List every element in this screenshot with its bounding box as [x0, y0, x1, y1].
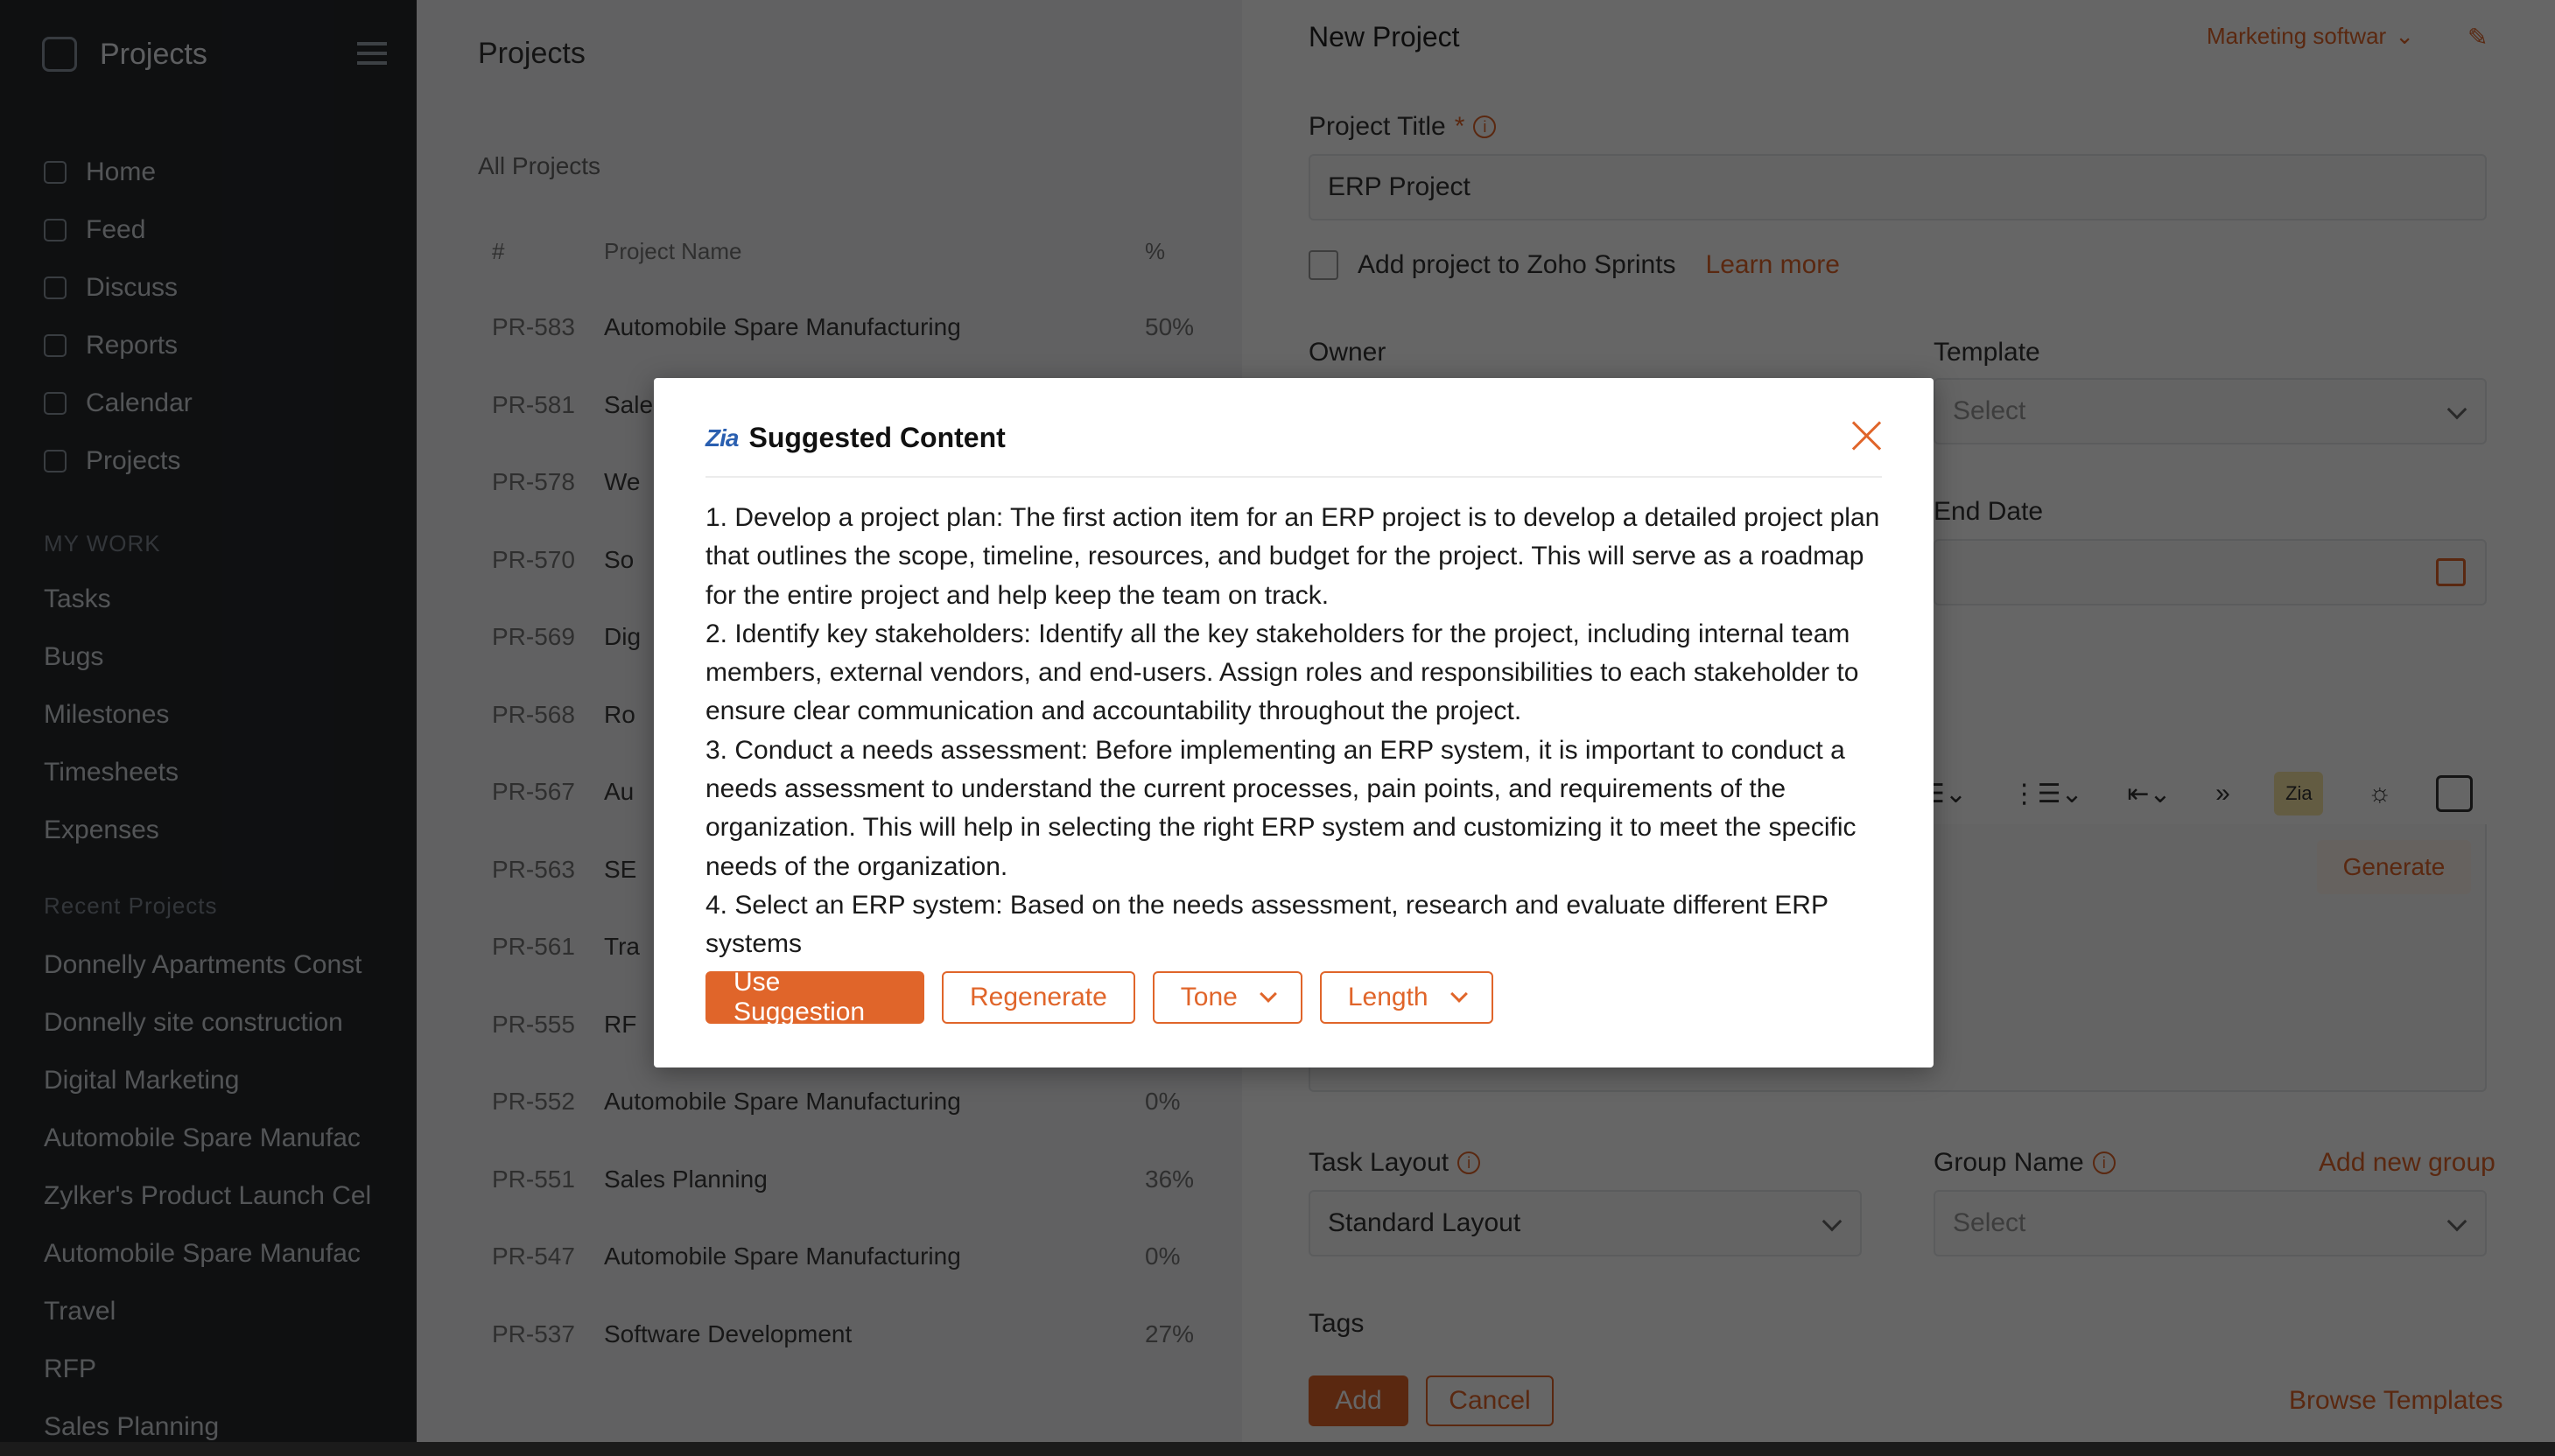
suggestion-paragraph: 4. Select an ERP system: Based on the needs assessment, research and evaluate different ERP systems — [705, 890, 1829, 959]
chevron-down-icon — [1450, 985, 1468, 1003]
suggestion-paragraph: 1. Develop a project plan: The first action item for an ERP project is to develop a detailed project plan that outlines the scope, timeline, resources, and budget for the project. This will serve as a roadmap for the entire project and help keep the team on track. — [705, 503, 1880, 610]
length-dropdown[interactable] — [1320, 971, 1493, 1024]
tone-label: Tone — [1180, 983, 1238, 1012]
modal-header — [705, 422, 1006, 454]
chevron-down-icon — [1260, 985, 1277, 1003]
regenerate-button[interactable]: Regenerate — [942, 971, 1135, 1024]
zia-logo-icon: Zia — [705, 424, 739, 452]
length-label: Length — [1347, 983, 1428, 1012]
suggestion-content[interactable] — [705, 499, 1887, 959]
use-suggestion-button[interactable]: Use Suggestion — [705, 971, 924, 1024]
suggestion-paragraph: 3. Conduct a needs assessment: Before implementing an ERP system, it is important to conduct a needs assessment to understand the current processes, pain points, and requirements of the organization. This will help in selecting the right ERP system and customizing it to meet the specific needs of the organization. — [705, 735, 1857, 881]
modal-divider — [705, 476, 1882, 478]
close-icon[interactable] — [1851, 420, 1883, 452]
modal-actions — [705, 968, 1493, 1026]
modal-title: Suggested Content — [748, 422, 1006, 453]
tone-dropdown[interactable] — [1153, 971, 1302, 1024]
suggested-content-modal — [654, 378, 1934, 1068]
suggestion-paragraph: 2. Identify key stakeholders: Identify all the key stakeholders for the project, including internal team members, external vendors, and end-users. Assign roles and responsibilities to each stakeholder to ensure clear communication and accountability throughout the project. — [705, 619, 1859, 726]
